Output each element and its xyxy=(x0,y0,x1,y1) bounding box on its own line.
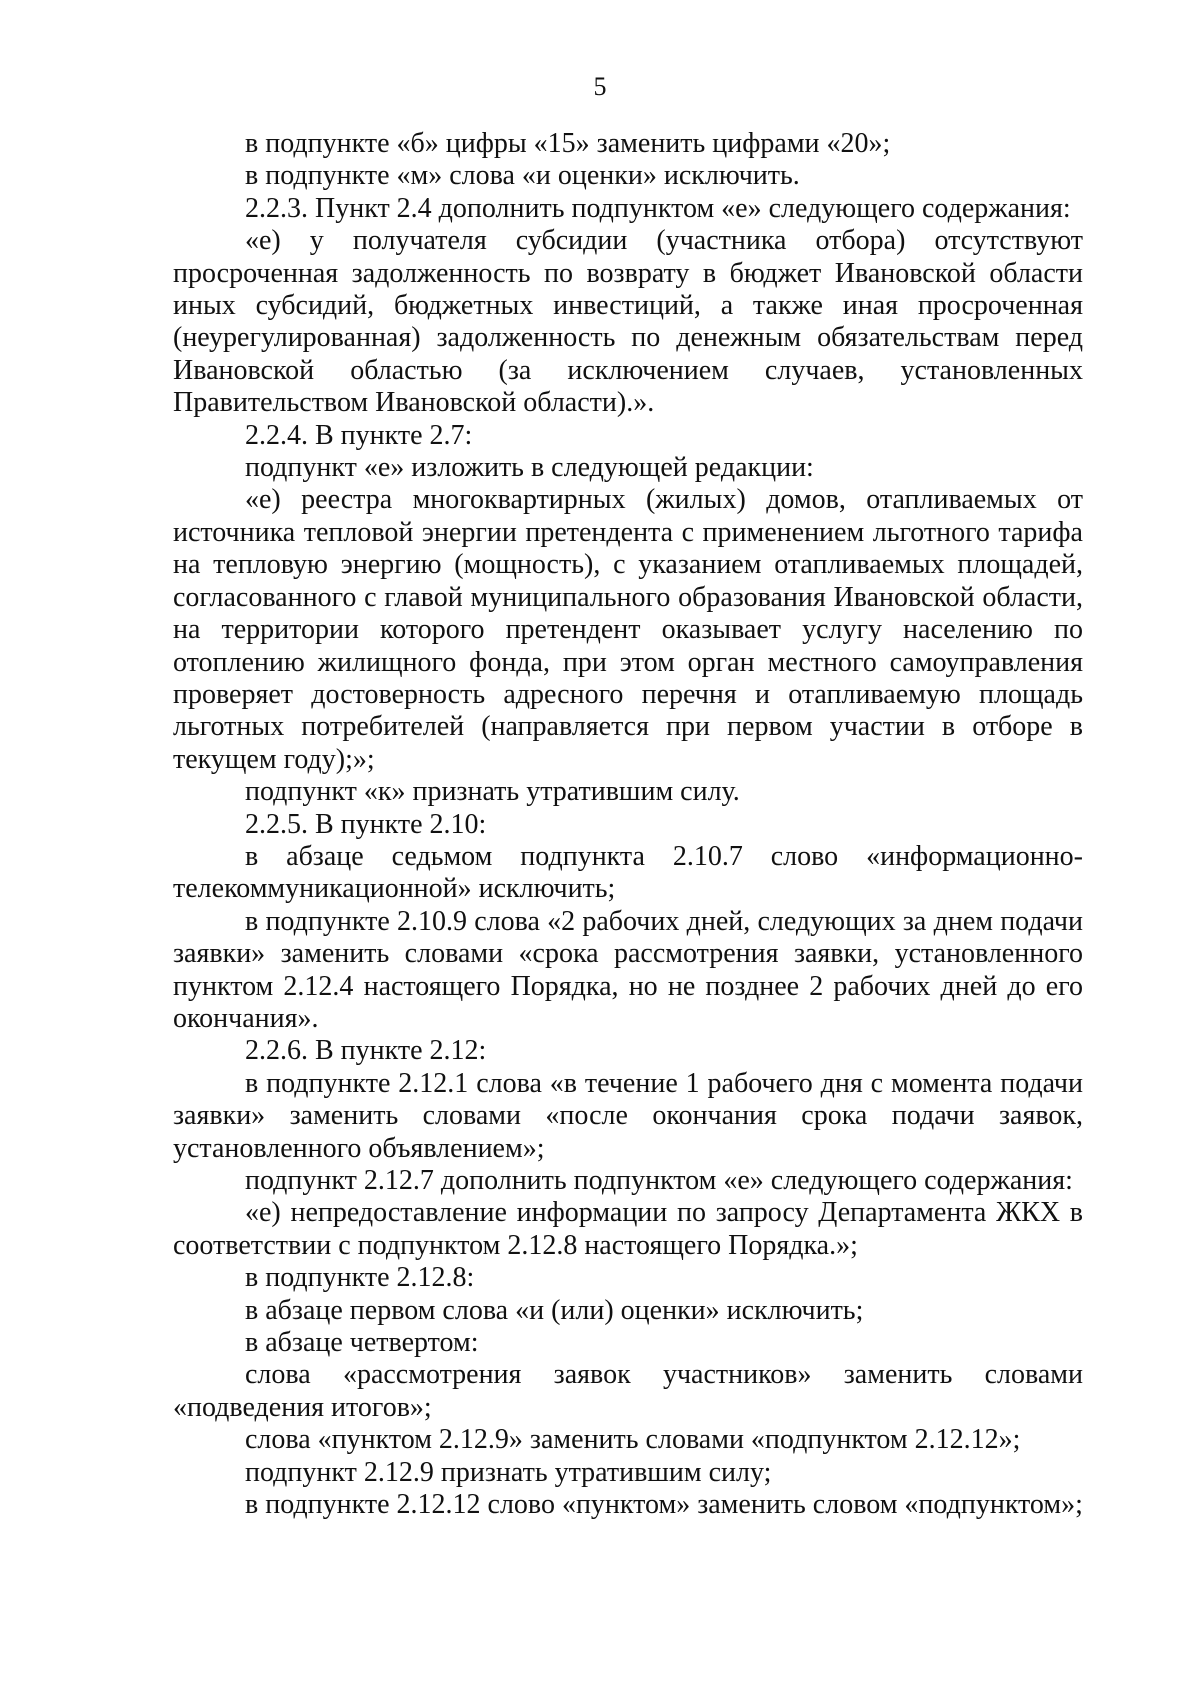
paragraph-21: подпункт 2.12.9 признать утратившим силу; xyxy=(245,1456,772,1488)
paragraph-3: 2.2.3. Пункт 2.4 дополнить подпунктом «е» следующего содержания: xyxy=(245,192,1071,224)
paragraph-10: в абзаце седьмом подпункта 2.10.7 слово «информационно-телекоммуникационной» исключить; xyxy=(173,840,1083,905)
paragraph-15: «е) непредоставление информации по запросу Департамента ЖКХ в соответствии с подпунктом 2.12.8 настоящего Порядка.»; xyxy=(173,1197,1083,1261)
paragraph-7: «е) реестра многоквартирных (жилых) домов, отапливаемых от источника тепловой энергии претендента с применением льготного тарифа на тепловую энергию (мощность), с указанием отапливаемых площадей, согласованного с главой муниципального образования Ивановской области, на территории которого претендент оказывает услугу населению по отоплению жилищного фонда, при этом орган местного самоуправления проверяет достоверность адресного перечня и отапливаемую площадь льготных потребителей (направляется при первом участии в отборе в текущем году);»; xyxy=(173,484,1083,775)
paragraph-2: в подпункте «м» слова «и оценки» исключить. xyxy=(245,160,800,192)
paragraph-9: 2.2.5. В пункте 2.10: xyxy=(245,808,487,840)
paragraph-16: в подпункте 2.12.8: xyxy=(245,1262,475,1294)
paragraph-19: слова «рассмотрения заявок участников» заменить словами «подведения итогов»; xyxy=(173,1359,1083,1423)
paragraph-4: «е) у получателя субсидии (участника отбора) отсутствуют просроченная задолженность по возврату в бюджет Ивановской области иных субсидий, бюджетных инвестиций, а также иная просроченная (неурегулированная) задолженность по денежным обязательствам перед Ивановской областью (за исключением случаев, установленных Правительством Ивановской области).». xyxy=(173,225,1083,419)
paragraph-6: подпункт «е» изложить в следующей редакции: xyxy=(245,452,814,484)
paragraph-5: 2.2.4. В пункте 2.7: xyxy=(245,419,473,451)
paragraph-20: слова «пунктом 2.12.9» заменить словами «подпунктом 2.12.12»; xyxy=(245,1424,1021,1456)
paragraph-22: в подпункте 2.12.12 слово «пунктом» заменить словом «подпунктом»; xyxy=(245,1489,1083,1521)
paragraph-18: в абзаце четвертом: xyxy=(245,1327,479,1359)
paragraph-17: в абзаце первом слова «и (или) оценки» исключить; xyxy=(245,1294,864,1326)
paragraph-11: в подпункте 2.10.9 слова «2 рабочих дней, следующих за днем подачи заявки» заменить словами «срока рассмотрения заявки, установленного пунктом 2.12.4 настоящего Порядка, но не позднее 2 рабочих дней до его окончания». xyxy=(173,905,1083,1034)
document-body xyxy=(173,128,1083,1521)
paragraph-12: 2.2.6. В пункте 2.12: xyxy=(245,1035,487,1067)
paragraph-14: подпункт 2.12.7 дополнить подпунктом «е» следующего содержания: xyxy=(245,1165,1073,1196)
paragraph-13: в подпункте 2.12.1 слова «в течение 1 рабочего дня с момента подачи заявки» заменить словами «после окончания срока подачи заявок, установленного объявлением»; xyxy=(173,1067,1083,1164)
paragraph-8: подпункт «к» признать утратившим силу. xyxy=(245,776,740,808)
paragraph-1: в подпункте «б» цифры «15» заменить цифрами «20»; xyxy=(245,128,891,159)
page-number: 5 xyxy=(593,72,607,101)
